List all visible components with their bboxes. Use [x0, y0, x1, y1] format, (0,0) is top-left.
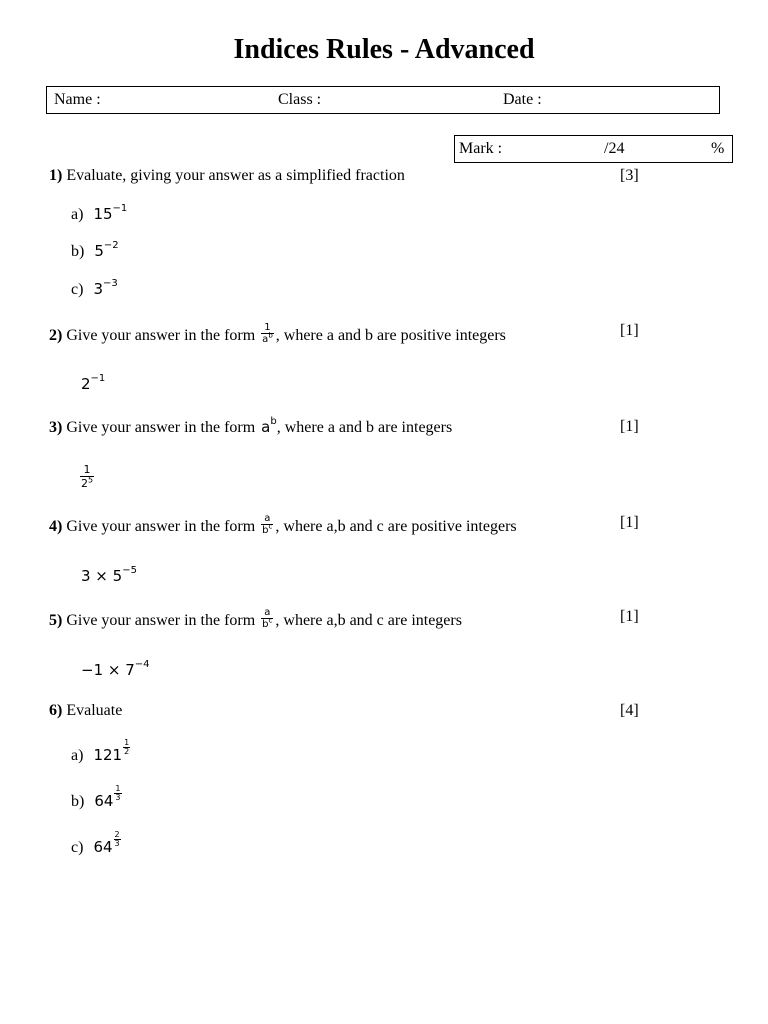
question-5-condition: , where a,b and c are integers	[275, 612, 462, 630]
question-5-text: Give your answer in the form	[66, 612, 256, 630]
part-label: c)	[71, 281, 84, 298]
question-6-number: 6)	[49, 702, 63, 719]
question-6	[49, 702, 122, 720]
answer-form-power	[261, 418, 277, 436]
expression-main: 3 × 5	[81, 567, 123, 585]
question-4	[49, 513, 517, 539]
exponent-denominator: 2	[124, 747, 130, 756]
part-label: b)	[71, 793, 85, 810]
form-denominator-base: b	[262, 619, 269, 630]
question-4-expression	[81, 567, 137, 585]
student-info-box	[46, 86, 720, 114]
question-3-number: 3)	[49, 419, 63, 436]
expression-exponent: −1	[112, 203, 128, 214]
mark-label: Mark :	[459, 140, 503, 157]
question-6c	[71, 830, 121, 857]
exponent-numerator: 1	[115, 784, 121, 793]
question-1-marks: [3]	[620, 167, 639, 184]
exponent-numerator: 2	[114, 830, 120, 839]
question-1b	[71, 242, 119, 261]
page-title: Indices Rules - Advanced	[233, 34, 535, 65]
question-1-text: Evaluate, giving your answer as a simplified fraction	[66, 167, 405, 184]
expression-exponent: −4	[134, 659, 150, 670]
question-4-marks: [1]	[620, 514, 639, 531]
class-label: Class :	[278, 91, 322, 108]
question-5-expression	[81, 661, 150, 679]
question-2-condition: , where a and b are positive integers	[275, 327, 506, 345]
form-denominator-exponent: c	[268, 522, 273, 531]
expression-denominator-exponent: 5	[88, 475, 94, 485]
form-numerator: a	[261, 607, 273, 619]
part-label: b)	[71, 243, 85, 260]
question-4-condition: , where a,b and c are positive integers	[275, 518, 517, 536]
question-5-number: 5)	[49, 612, 63, 630]
question-4-text: Give your answer in the form	[66, 518, 256, 536]
expression-main: −1 × 7	[81, 661, 135, 679]
part-label: a)	[71, 747, 84, 764]
answer-form-fraction	[261, 322, 274, 345]
question-3-marks: [1]	[620, 418, 639, 435]
question-2-number: 2)	[49, 327, 63, 345]
question-3-expression	[80, 463, 94, 490]
mark-percent: %	[711, 140, 725, 157]
question-2-marks: [1]	[620, 322, 639, 339]
answer-form-fraction	[261, 607, 273, 630]
mark-box	[454, 135, 733, 163]
question-5-marks: [1]	[620, 608, 639, 625]
exponent-denominator: 3	[114, 839, 120, 848]
name-label: Name :	[54, 91, 101, 108]
form-denominator-base: b	[262, 525, 269, 536]
expression-exponent: −5	[122, 565, 137, 576]
exponent-denominator: 3	[115, 793, 121, 802]
question-1c	[71, 280, 118, 299]
question-3-condition: , where a and b are integers	[276, 419, 453, 436]
question-4-number: 4)	[49, 518, 63, 536]
fractional-exponent	[114, 785, 121, 802]
expression-base: 15	[93, 205, 113, 223]
question-2-expression	[81, 375, 105, 393]
fractional-exponent	[114, 831, 121, 848]
fractional-exponent	[123, 739, 130, 756]
question-2	[49, 322, 506, 348]
expression-base: 5	[94, 242, 104, 260]
expression-exponent: −1	[90, 373, 106, 384]
form-denominator-exponent: c	[268, 616, 273, 625]
answer-form-fraction	[261, 513, 273, 536]
expression-exponent: −3	[102, 278, 118, 289]
form-denominator-exponent: b	[268, 331, 273, 340]
question-6-marks: [4]	[620, 702, 639, 719]
question-6b	[71, 784, 122, 811]
form-exponent: b	[270, 416, 277, 427]
date-label: Date :	[503, 91, 542, 108]
expression-numerator: 1	[80, 463, 94, 477]
question-1-number: 1)	[49, 167, 63, 184]
part-label: a)	[71, 206, 84, 223]
form-numerator: a	[261, 513, 273, 525]
mark-total: /24	[604, 140, 625, 157]
question-6-text: Evaluate	[66, 702, 123, 719]
expression-denominator-base: 2	[81, 477, 88, 490]
question-1a	[71, 205, 127, 224]
form-base: a	[261, 418, 271, 436]
expression-base: 121	[93, 746, 123, 764]
expression-base: 3	[93, 280, 103, 298]
exponent-numerator: 1	[124, 738, 130, 747]
question-2-text: Give your answer in the form	[66, 327, 256, 345]
question-3	[49, 418, 452, 437]
expression-base: 64	[94, 792, 114, 810]
question-6a	[71, 738, 130, 765]
question-5	[49, 607, 462, 633]
question-3-text: Give your answer in the form	[66, 419, 256, 436]
part-label: c)	[71, 839, 84, 856]
form-numerator: 1	[261, 322, 274, 334]
form-denominator-base: a	[262, 334, 269, 345]
question-1	[49, 167, 405, 185]
expression-base: 64	[93, 838, 113, 856]
expression-exponent: −2	[103, 240, 119, 251]
expression-base: 2	[81, 375, 91, 393]
